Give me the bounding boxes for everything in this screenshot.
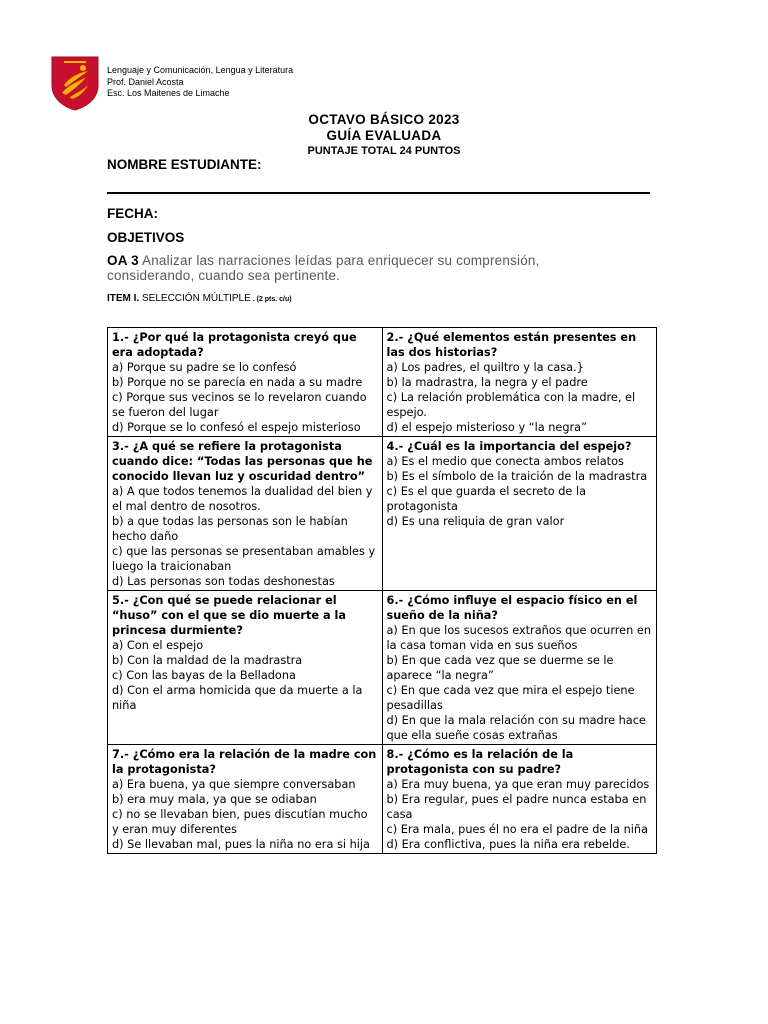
question-3 xyxy=(108,437,383,591)
objective-code: OA 3 xyxy=(107,253,139,268)
question-8 xyxy=(382,745,657,854)
question-row xyxy=(108,437,657,591)
answer-option-c[interactable]: c) Es el que guarda el secreto de la protagonista xyxy=(386,485,587,513)
student-name-line[interactable] xyxy=(107,192,650,194)
answer-option-b[interactable]: b) Es el símbolo de la traición de la madrastra xyxy=(386,470,648,483)
answer-option-a[interactable]: a) Con el espejo xyxy=(112,639,204,652)
answer-option-d[interactable]: d) Se llevaban mal, pues la niña no era si hija xyxy=(112,838,370,851)
question-7 xyxy=(108,745,383,854)
question-6 xyxy=(382,591,657,745)
question-row xyxy=(108,745,657,854)
question-row xyxy=(108,328,657,437)
answer-option-b[interactable]: b) Con la maldad de la madrastra xyxy=(112,654,303,667)
question-text: 1.- ¿Por qué la protagonista creyó que era adoptada? xyxy=(112,331,357,359)
answer-option-b[interactable]: b) a que todas las personas son le habían hecho daño xyxy=(112,515,348,543)
question-text: 8.- ¿Cómo es la relación de la protagonista con su padre? xyxy=(386,748,574,776)
answer-option-a[interactable]: a) En que los sucesos extraños que ocurren en la casa toman vida en sus sueños xyxy=(386,624,651,652)
question-1 xyxy=(108,328,383,437)
answer-option-d[interactable]: d) Es una reliquia de gran valor xyxy=(386,515,565,528)
answer-option-c[interactable]: c) Porque sus vecinos se lo revelaron cuando se fueron del lugar xyxy=(112,391,367,419)
answer-option-c[interactable]: c) Con las bayas de la Belladona xyxy=(112,669,296,682)
question-text: 4.- ¿Cuál es la importancia del espejo? xyxy=(386,440,632,453)
answer-option-c[interactable]: c) En que cada vez que mira el espejo tiene pesadillas xyxy=(386,684,635,712)
item-title: SELECCIÓN MÚLTIPLE xyxy=(139,293,251,304)
answer-option-a[interactable]: a) A que todos tenemos la dualidad del bien y el mal dentro de nosotros. xyxy=(112,485,373,513)
answer-option-a[interactable]: a) Era muy buena, ya que eran muy parecidos xyxy=(386,778,650,791)
answer-option-d[interactable]: d) Con el arma homicida que da muerte a la niña xyxy=(112,684,363,712)
answer-option-b[interactable]: b) En que cada vez que se duerme se le aparece “la negra” xyxy=(386,654,614,682)
question-text: 3.- ¿A qué se refiere la protagonista cuando dice: “Todas las personas que he conocido llevan luz y oscuridad dentro” xyxy=(112,440,373,483)
student-name-label: NOMBRE ESTUDIANTE: xyxy=(107,157,262,172)
answer-option-a[interactable]: a) Es el medio que conecta ambos relatos xyxy=(386,455,624,468)
answer-option-d[interactable]: d) Era conflictiva, pues la niña era rebelde. xyxy=(386,838,630,851)
answer-option-b[interactable]: b) era muy mala, ya que se odiaban xyxy=(112,793,317,806)
question-text: 5.- ¿Con qué se puede relacionar el “huso” con el que se dio muerte a la princesa durmiente? xyxy=(112,594,347,637)
teacher-line: Prof. Daniel Acosta xyxy=(107,76,184,87)
document-subtitle: GUÍA EVALUADA xyxy=(326,128,442,143)
item-label: ITEM I. xyxy=(107,293,140,304)
answer-option-c[interactable]: c) no se llevaban bien, pues discutían mucho y eran muy diferentes xyxy=(112,808,368,836)
answer-option-a[interactable]: a) Era buena, ya que siempre conversaban xyxy=(112,778,356,791)
answer-option-d[interactable]: d) Las personas son todas deshonestas xyxy=(112,575,335,588)
question-text: 6.- ¿Cómo influye el espacio físico en el sueño de la niña? xyxy=(386,594,638,622)
objective-oa3 xyxy=(107,253,627,283)
answer-option-b[interactable]: b) Era regular, pues el padre nunca estaba en casa xyxy=(386,793,647,821)
answer-option-c[interactable]: c) Era mala, pues él no era el padre de la niña xyxy=(386,823,649,836)
header-info xyxy=(107,65,293,100)
question-row xyxy=(108,591,657,745)
answer-option-c[interactable]: c) que las personas se presentaban amables y luego la traicionaban xyxy=(112,545,376,573)
question-text: 7.- ¿Cómo era la relación de la madre con la protagonista? xyxy=(112,748,377,776)
school-crest-icon xyxy=(50,55,100,111)
school-line: Esc. Los Maitenes de Limache xyxy=(107,88,230,98)
answer-option-b[interactable]: b) la madrastra, la negra y el padre xyxy=(386,376,588,389)
answer-option-c[interactable]: c) La relación problemática con la madre, el espejo. xyxy=(386,391,636,419)
objectives-heading: OBJETIVOS xyxy=(107,230,185,245)
item-heading xyxy=(107,293,292,304)
total-score: PUNTAJE TOTAL 24 PUNTOS xyxy=(307,145,461,157)
answer-option-d[interactable]: d) En que la mala relación con su madre hace que ella sueñe cosas extrañas xyxy=(386,714,646,742)
questions-table xyxy=(107,327,657,854)
date-label: FECHA: xyxy=(107,206,158,221)
document-title: OCTAVO BÁSICO 2023 xyxy=(308,112,460,127)
answer-option-b[interactable]: b) Porque no se parecía en nada a su madre xyxy=(112,376,363,389)
question-text: 2.- ¿Qué elementos están presentes en las dos historias? xyxy=(386,331,637,359)
question-5 xyxy=(108,591,383,745)
objective-text: Analizar las narraciones leídas para enriquecer su comprensión, considerando, cuando sea pertinente. xyxy=(107,253,540,283)
subject-line: Lenguaje y Comunicación, Lengua y Literatura xyxy=(107,65,294,75)
answer-option-a[interactable]: a) Los padres, el quiltro y la casa.} xyxy=(386,361,584,374)
question-4 xyxy=(382,437,657,591)
item-points: . (2 pts. c/u) xyxy=(250,296,292,303)
answer-option-d[interactable]: d) Porque se lo confesó el espejo misterioso xyxy=(112,421,361,434)
question-2 xyxy=(382,328,657,437)
answer-option-a[interactable]: a) Porque su padre se lo confesó xyxy=(112,361,297,374)
answer-option-d[interactable]: d) el espejo misterioso y “la negra” xyxy=(386,421,587,434)
